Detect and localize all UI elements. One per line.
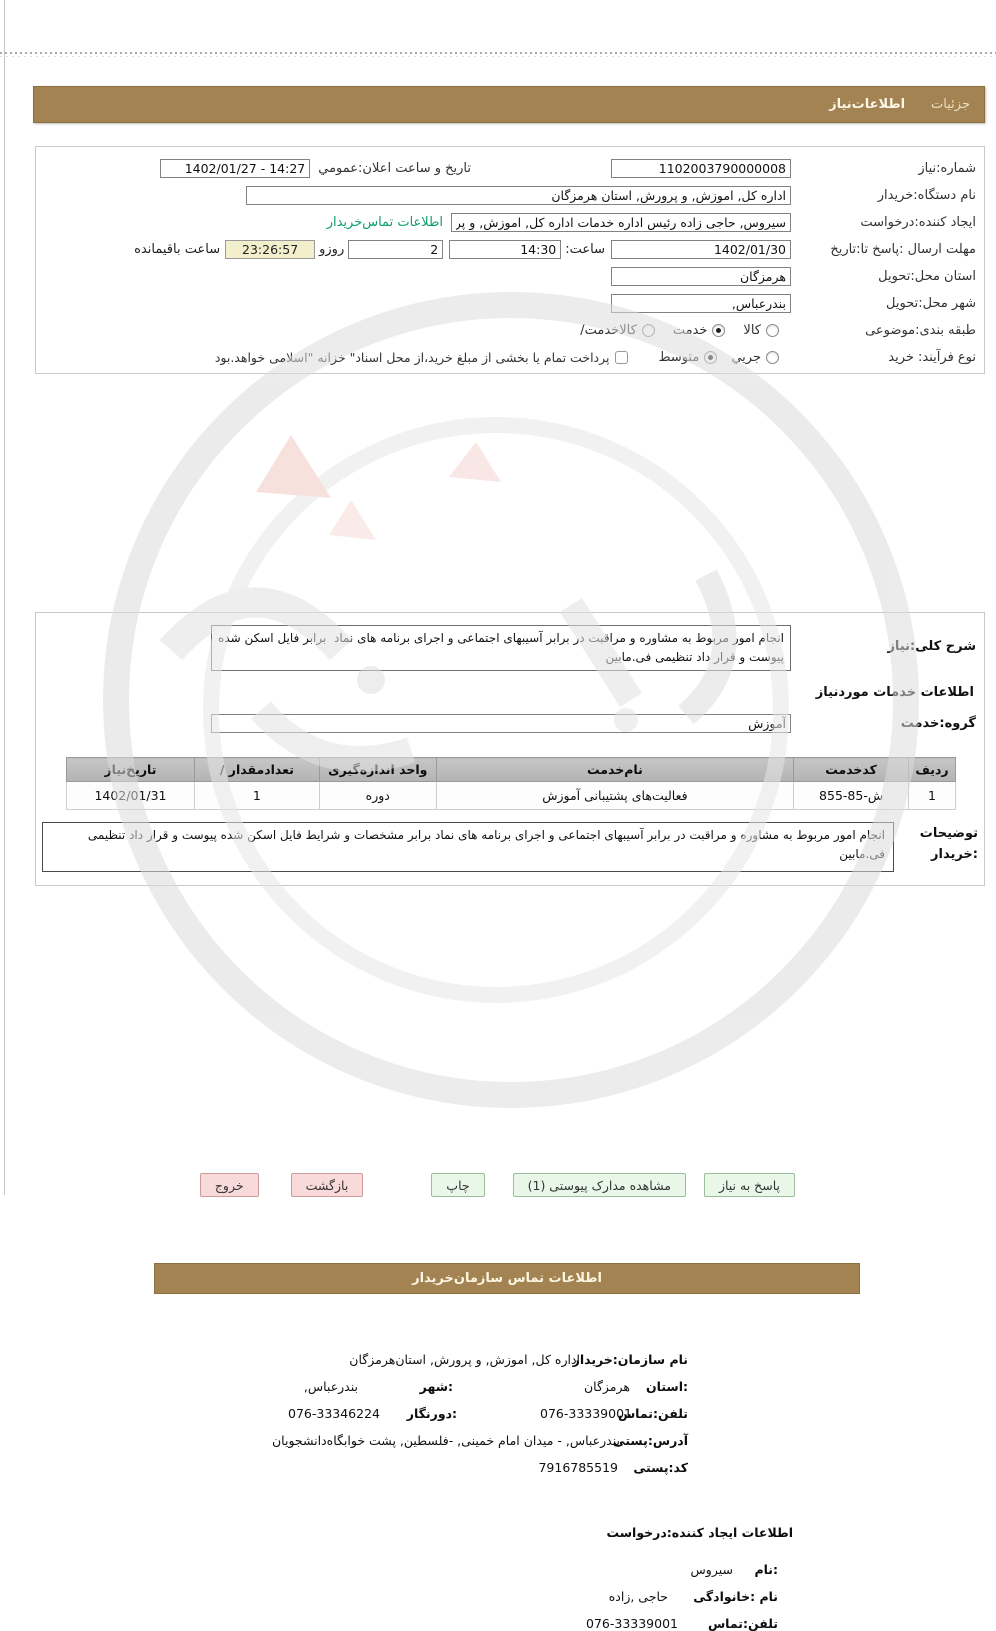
- row-subject-category: [36, 317, 984, 344]
- contact-fax-label: :دورنگار: [406, 1406, 457, 1421]
- radio-service[interactable]: [712, 324, 725, 337]
- announce-datetime-label: تاریخ و ساعت اعلان:عمومي: [318, 161, 471, 176]
- contact-phone-label: تلفن:تماس: [617, 1406, 688, 1421]
- org-name-value: اداره کل, اموزش, و پرورش, استان‌هرمزگان: [349, 1352, 580, 1367]
- top-dotted-separator-2: [0, 56, 996, 57]
- creator-name-label: :نام: [754, 1562, 778, 1577]
- delivery-province-label: استان محل:تحویل: [878, 269, 976, 284]
- creator-phone-value: 076-33339001: [586, 1616, 678, 1631]
- delivery-city-field[interactable]: [611, 294, 791, 313]
- creator-family-value: حاجی ,زاده: [608, 1589, 668, 1604]
- need-description-label: شرح کلی:نیاز: [887, 639, 976, 654]
- row-service-group: [36, 710, 984, 737]
- days-label: روزو: [319, 242, 345, 257]
- print-button[interactable]: چاپ: [431, 1173, 484, 1197]
- process-type-label: نوع فرآیند: خرید: [888, 350, 976, 365]
- treasury-payment-checkbox[interactable]: [615, 351, 628, 364]
- left-border-line: [4, 0, 5, 1195]
- treasury-payment-label: پرداخت تمام یا بخشی از مبلغ خرید،از محل اسناد" خزانه "اسلامی خواهد.بود: [214, 350, 610, 365]
- contact-province-label: :استان: [645, 1379, 688, 1394]
- radio-goods-service[interactable]: [642, 324, 655, 337]
- row-delivery-province: [36, 263, 984, 290]
- contact-city-label: :شهر: [419, 1379, 453, 1394]
- back-button[interactable]: بازگشت: [291, 1173, 364, 1197]
- buyer-notes-label: توضیحات :خریدار: [919, 826, 978, 862]
- buyer-contact-header-bar: [154, 1263, 860, 1294]
- service-group-label: گروه:خدمت: [900, 716, 976, 731]
- hour-label: ساعت:: [565, 242, 605, 257]
- cell-quantity: 1: [194, 782, 319, 810]
- row-process-type: [36, 344, 984, 371]
- days-remaining-field[interactable]: [348, 240, 443, 259]
- cell-need-date: 1402/01/31: [67, 782, 195, 810]
- radio-goods-service-label: کالاخدمت/: [580, 323, 637, 338]
- announce-datetime-field[interactable]: [160, 159, 310, 178]
- need-number-field[interactable]: [611, 159, 791, 178]
- remaining-time-box: 23:26:57: [225, 240, 315, 259]
- top-tab-bar: [33, 86, 985, 123]
- col-need-date: تاریخ‌نیاز: [67, 758, 195, 782]
- deadline-label: مهلت ارسال :پاسخ تا:تاریخ: [830, 242, 976, 257]
- delivery-city-label: شهر محل:تحویل: [886, 296, 976, 311]
- postal-code-label: کد:پستی: [633, 1460, 688, 1475]
- deadline-time-field[interactable]: [449, 240, 561, 259]
- contact-province-value: هرمزگان: [583, 1379, 630, 1394]
- exit-button[interactable]: خروج: [200, 1173, 259, 1197]
- required-services-heading: اطلاعات خدمات موردنیاز: [815, 685, 974, 700]
- contact-fax-value: 076-33346224: [288, 1406, 380, 1421]
- buyer-org-field[interactable]: [246, 186, 791, 205]
- table-row: [67, 782, 956, 810]
- buyer-org-label: نام دستگاه:خریدار: [877, 188, 976, 203]
- col-row-number: ردیف: [909, 758, 956, 782]
- request-creator-label: ایجاد کننده:درخواست: [860, 215, 976, 230]
- row-deadline: [36, 236, 984, 263]
- action-buttons-row: [185, 1173, 795, 1197]
- col-service-code: کدخدمت: [794, 758, 909, 782]
- view-attachments-button[interactable]: مشاهده مدارک پیوستی (1): [513, 1173, 686, 1197]
- row-need-description: [36, 625, 984, 671]
- row-buyer-notes: [36, 822, 984, 872]
- buyer-contact-header-title: اطلاعات تماس سازمان‌خریدار: [412, 1271, 602, 1286]
- creator-family-label: نام :خانوادگی: [693, 1589, 778, 1604]
- deadline-date-field[interactable]: [611, 240, 791, 259]
- creator-phone-label: تلفن:تماس: [707, 1616, 778, 1631]
- col-service-name: نام‌خدمت: [436, 758, 793, 782]
- need-summary-panel: [35, 146, 985, 374]
- buyer-notes-box[interactable]: [42, 822, 894, 872]
- org-name-label: نام سازمان:خریدار: [572, 1352, 688, 1367]
- row-need-number: [36, 155, 984, 182]
- tab-details[interactable]: جزئیات: [931, 97, 970, 112]
- tab-need-info[interactable]: اطلاعات‌نیاز: [829, 97, 906, 112]
- row-delivery-city: [36, 290, 984, 317]
- cell-unit: دوره: [319, 782, 436, 810]
- radio-goods[interactable]: [766, 324, 779, 337]
- radio-minor[interactable]: [766, 351, 779, 364]
- services-table-header-row: [67, 758, 956, 782]
- radio-medium[interactable]: [704, 351, 717, 364]
- radio-goods-label: کالا: [743, 323, 761, 338]
- need-description-box[interactable]: [211, 625, 791, 671]
- services-table: [66, 757, 956, 810]
- cell-service-code: ش-85-855: [794, 782, 909, 810]
- contact-address-value: بندرعباس, - میدان امام خمینی, -فلسطین, پشت خوابگاه‌دانشجویان: [272, 1433, 620, 1448]
- need-number-label: شماره:نیاز: [918, 161, 976, 176]
- cell-row-number: 1: [909, 782, 956, 810]
- postal-code-value: 7916785519: [538, 1460, 618, 1475]
- subject-category-label: طبقه بندی:موضوعی: [865, 323, 976, 338]
- respond-to-need-button[interactable]: پاسخ به نیاز: [704, 1173, 795, 1197]
- radio-medium-label: متوسط: [658, 350, 700, 365]
- buyer-contact-link[interactable]: اطلاعات تماس‌خریدار: [326, 215, 443, 230]
- remaining-label: ساعت باقیمانده: [134, 242, 221, 257]
- top-dotted-separator: [0, 52, 996, 54]
- radio-minor-label: جريي: [731, 350, 761, 365]
- row-request-creator: [36, 209, 984, 236]
- contact-city-value: بندرعباس,: [303, 1379, 358, 1394]
- contact-phone-value: 076-33339001: [540, 1406, 632, 1421]
- col-quantity: تعدادمقدار /: [194, 758, 319, 782]
- service-group-field[interactable]: [211, 714, 791, 733]
- need-details-panel: [35, 612, 985, 886]
- creator-name-value: سیروس: [690, 1562, 733, 1577]
- row-buyer-org: [36, 182, 984, 209]
- radio-service-label: خدمت: [672, 323, 708, 338]
- delivery-province-field[interactable]: [611, 267, 791, 286]
- col-unit: واحد اندازه‌گیری: [319, 758, 436, 782]
- request-creator-field[interactable]: [451, 213, 791, 232]
- creator-section-heading: اطلاعات ایجاد کننده:درخواست: [606, 1525, 793, 1540]
- cell-service-name: فعالیت‌های پشتیبانی آموزش: [436, 782, 793, 810]
- contact-address-label: آدرس:پستی: [612, 1433, 688, 1448]
